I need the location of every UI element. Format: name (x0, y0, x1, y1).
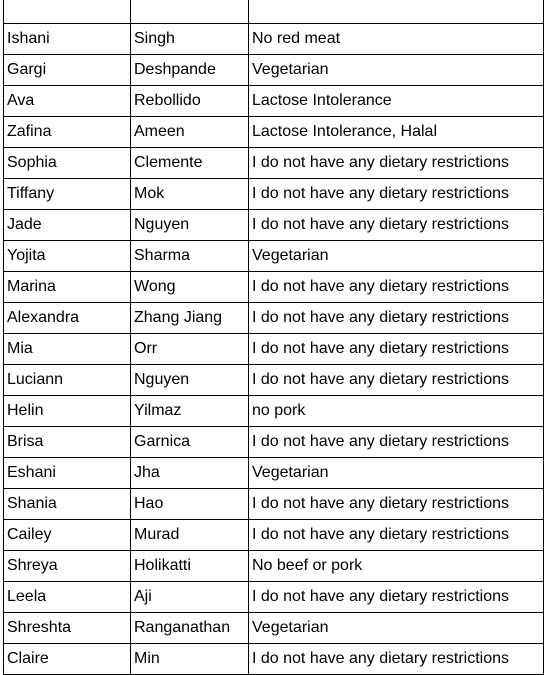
last-name-cell[interactable]: Zhang Jiang (131, 303, 249, 334)
dietary-restriction-cell[interactable]: I do not have any dietary restrictions (249, 272, 544, 303)
last-name-cell[interactable]: Sharma (131, 241, 249, 272)
first-name-cell[interactable]: Marina (4, 272, 131, 303)
first-name-cell[interactable]: Gargi (4, 55, 131, 86)
dietary-restriction-cell[interactable]: I do not have any dietary restrictions (249, 210, 544, 241)
dietary-restriction-cell[interactable]: I do not have any dietary restrictions (249, 582, 544, 613)
last-name-cell[interactable]: Min (131, 644, 249, 675)
table-row (4, 241, 544, 272)
dietary-restriction-cell[interactable]: I do not have any dietary restrictions (249, 520, 544, 551)
table-row (4, 427, 544, 458)
table-row (4, 272, 544, 303)
dietary-restriction-cell[interactable]: No beef or pork (249, 551, 544, 582)
first-name-cell[interactable]: Shreshta (4, 613, 131, 644)
table-row (4, 520, 544, 551)
first-name-cell[interactable]: Shreya (4, 551, 131, 582)
table-row (4, 179, 544, 210)
last-name-cell[interactable]: Hao (131, 489, 249, 520)
first-name-cell[interactable] (4, 0, 131, 24)
last-name-cell[interactable]: Singh (131, 24, 249, 55)
first-name-cell[interactable]: Claire (4, 644, 131, 675)
table-row (4, 117, 544, 148)
dietary-restriction-cell[interactable]: I do not have any dietary restrictions (249, 334, 544, 365)
dietary-restriction-cell[interactable]: no pork (249, 396, 544, 427)
first-name-cell[interactable]: Leela (4, 582, 131, 613)
last-name-cell[interactable]: Ranganathan (131, 613, 249, 644)
dietary-restriction-cell[interactable]: Vegetarian (249, 613, 544, 644)
dietary-restriction-cell[interactable]: Vegetarian (249, 241, 544, 272)
first-name-cell[interactable]: Zafina (4, 117, 131, 148)
last-name-cell[interactable]: Rebollido (131, 86, 249, 117)
dietary-restriction-cell[interactable]: I do not have any dietary restrictions (249, 644, 544, 675)
last-name-cell[interactable]: Deshpande (131, 55, 249, 86)
dietary-restriction-cell[interactable]: No red meat (249, 24, 544, 55)
first-name-cell[interactable]: Jade (4, 210, 131, 241)
last-name-cell[interactable]: Nguyen (131, 365, 249, 396)
table-row (4, 551, 544, 582)
dietary-restriction-cell[interactable]: Vegetarian (249, 55, 544, 86)
table-row (4, 0, 544, 24)
first-name-cell[interactable]: Alexandra (4, 303, 131, 334)
table-row (4, 86, 544, 117)
table-row (4, 489, 544, 520)
first-name-cell[interactable]: Mia (4, 334, 131, 365)
table-row (4, 458, 544, 489)
first-name-cell[interactable]: Ava (4, 86, 131, 117)
last-name-cell[interactable]: Ameen (131, 117, 249, 148)
last-name-cell[interactable]: Aji (131, 582, 249, 613)
table-row (4, 334, 544, 365)
table-row (4, 613, 544, 644)
table-row (4, 24, 544, 55)
dietary-restriction-cell[interactable]: Vegetarian (249, 458, 544, 489)
last-name-cell[interactable]: Nguyen (131, 210, 249, 241)
dietary-restriction-cell[interactable]: I do not have any dietary restrictions (249, 427, 544, 458)
table-row (4, 210, 544, 241)
last-name-cell[interactable]: Orr (131, 334, 249, 365)
last-name-cell[interactable]: Wong (131, 272, 249, 303)
last-name-cell[interactable]: Murad (131, 520, 249, 551)
first-name-cell[interactable]: Tiffany (4, 179, 131, 210)
first-name-cell[interactable]: Sophia (4, 148, 131, 179)
first-name-cell[interactable]: Shania (4, 489, 131, 520)
dietary-restriction-cell[interactable]: I do not have any dietary restrictions (249, 148, 544, 179)
dietary-restriction-cell[interactable]: I do not have any dietary restrictions (249, 365, 544, 396)
first-name-cell[interactable]: Ishani (4, 24, 131, 55)
dietary-restriction-cell[interactable]: Lactose Intolerance (249, 86, 544, 117)
first-name-cell[interactable]: Luciann (4, 365, 131, 396)
dietary-restrictions-table (3, 0, 544, 675)
table-row (4, 396, 544, 427)
dietary-restriction-cell[interactable]: Lactose Intolerance, Halal (249, 117, 544, 148)
table-row (4, 365, 544, 396)
last-name-cell[interactable]: Holikatti (131, 551, 249, 582)
last-name-cell[interactable]: Garnica (131, 427, 249, 458)
first-name-cell[interactable]: Helin (4, 396, 131, 427)
first-name-cell[interactable]: Brisa (4, 427, 131, 458)
last-name-cell[interactable]: Jha (131, 458, 249, 489)
table-body (4, 0, 544, 675)
dietary-restriction-cell[interactable]: I do not have any dietary restrictions (249, 489, 544, 520)
first-name-cell[interactable]: Eshani (4, 458, 131, 489)
first-name-cell[interactable]: Yojita (4, 241, 131, 272)
table-row (4, 644, 544, 675)
table-row (4, 55, 544, 86)
dietary-restriction-cell[interactable]: I do not have any dietary restrictions (249, 179, 544, 210)
table-row (4, 148, 544, 179)
last-name-cell[interactable] (131, 0, 249, 24)
table-row (4, 303, 544, 334)
first-name-cell[interactable]: Cailey (4, 520, 131, 551)
last-name-cell[interactable]: Yilmaz (131, 396, 249, 427)
last-name-cell[interactable]: Mok (131, 179, 249, 210)
dietary-table-container (3, 0, 544, 675)
table-row (4, 582, 544, 613)
dietary-restriction-cell[interactable] (249, 0, 544, 24)
dietary-restriction-cell[interactable]: I do not have any dietary restrictions (249, 303, 544, 334)
last-name-cell[interactable]: Clemente (131, 148, 249, 179)
